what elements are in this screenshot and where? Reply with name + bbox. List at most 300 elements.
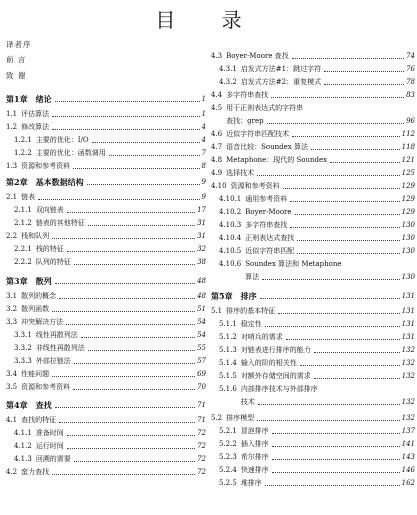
toc-leader: [295, 214, 400, 215]
toc-page-number: 130: [401, 234, 415, 242]
toc-leader: [67, 251, 195, 252]
toc-title: 对链表进行排序的能力: [240, 346, 311, 354]
toc-title: 正则表达式查找: [245, 234, 295, 242]
toc-title: 用于正则表达式的字符串: [226, 104, 304, 112]
toc-page-number: 31: [197, 219, 206, 227]
toc-title: 运行时间: [35, 442, 64, 450]
toc-leader: [330, 162, 400, 163]
toc-number: 5.1.4: [219, 359, 237, 367]
toc-entry: [6, 382, 206, 392]
toc-page-number: 9: [201, 178, 206, 186]
toc-number: 第3章: [6, 276, 28, 286]
toc-number: 3.5: [6, 383, 18, 391]
toc-title: 队列的特征: [35, 258, 71, 266]
toc-page-number: 125: [401, 169, 415, 177]
toc-number: 4.1.2: [14, 442, 32, 450]
toc-page-number: 162: [401, 479, 415, 487]
toc-entry: [6, 369, 206, 379]
toc-leader: [66, 324, 195, 325]
toc-page-number: 72: [197, 429, 206, 437]
toc-number: 3.1: [6, 292, 18, 300]
toc-entry: [6, 400, 206, 410]
toc-number: 第5章: [211, 291, 233, 301]
toc-page-number: 71: [197, 416, 206, 424]
toc-page-number: 130: [401, 247, 415, 255]
toc-page-number: 130: [401, 221, 415, 229]
toc-number: 5.2.5: [219, 479, 237, 487]
toc-title: 冒泡排序: [240, 427, 269, 435]
toc-title: 链表: [21, 193, 36, 201]
toc-leader: [67, 212, 195, 213]
toc-title: Metaphone：现代的 Soundex: [226, 156, 328, 164]
toc-title: 栈的特征: [35, 245, 64, 253]
toc-number: 4.3.2: [219, 78, 237, 86]
toc-page-number: 7: [201, 149, 206, 157]
toc-page-number: 72: [197, 442, 206, 450]
toc-leader: [74, 363, 195, 364]
toc-title: 多字符串查找: [245, 221, 288, 229]
toc-entry: [211, 371, 415, 381]
toc-title: 内部排序技术与外部排序: [240, 385, 318, 393]
toc-leader: [300, 365, 400, 366]
toc-entry: [211, 77, 415, 87]
toc-entry: [6, 55, 206, 65]
toc-number: 5.2.3: [219, 453, 237, 461]
toc-title: 外部拉链法: [35, 357, 71, 365]
toc-entry: [6, 467, 206, 477]
toc-leader: [297, 253, 399, 254]
toc-leader: [67, 435, 195, 436]
toc-number: 4.6: [211, 130, 223, 138]
toc-number: 3.3: [6, 318, 18, 326]
toc-leader: [290, 201, 399, 202]
toc-page-number: 131: [401, 320, 415, 328]
toc-leader: [260, 298, 400, 299]
toc-leader: [283, 188, 400, 189]
toc-page-number: 96: [406, 117, 415, 125]
toc-page-number: 31: [197, 232, 206, 240]
toc-entry: [211, 397, 415, 407]
toc-leader: [88, 225, 195, 226]
toc-number: 3.3.2: [14, 344, 32, 352]
toc-title: 启发式方法#2：重复模式: [240, 78, 322, 86]
toc-page-number: 132: [401, 346, 415, 354]
toc-entry: [211, 155, 415, 165]
toc-title: 排序模型: [226, 414, 255, 422]
toc-page-number: 48: [197, 292, 206, 300]
toc-leader: [272, 433, 400, 434]
toc-number: 4.3.1: [219, 65, 237, 73]
toc-number: 5.1.3: [219, 346, 237, 354]
toc-title: 栈和队列: [21, 232, 50, 240]
toc-title: 评估算法: [21, 110, 50, 118]
toc-title: 查找：grep: [226, 117, 264, 125]
toc-entry: [211, 194, 415, 204]
toc-page-number: 74: [406, 52, 415, 60]
toc-entry: [211, 220, 415, 230]
toc-page-number: 1: [201, 95, 206, 103]
toc-entry: [6, 122, 206, 132]
toc-title: 近似字符串匹配技术: [226, 130, 290, 138]
toc-leader: [290, 227, 399, 228]
toc-page-number: 71: [197, 401, 206, 409]
toc-entry: [6, 109, 206, 119]
toc-entry: [211, 478, 415, 488]
toc-leader: [55, 407, 196, 408]
toc-leader: [109, 155, 200, 156]
toc-number: 3.4: [6, 370, 18, 378]
toc-leader: [257, 420, 399, 421]
toc-number: 5.2.2: [219, 440, 237, 448]
toc-number: 4.2: [6, 468, 18, 476]
toc-title: 散列函数: [21, 305, 50, 313]
toc-entry: [211, 465, 415, 475]
toc-entry: [211, 413, 415, 423]
toc-number: 第2章: [6, 177, 28, 187]
toc-entry: [211, 358, 415, 368]
toc-number: 4.10.6: [219, 260, 242, 268]
toc-page-number: 129: [401, 195, 415, 203]
toc-title: 通用参考资料: [245, 195, 288, 203]
toc-leader: [73, 168, 199, 169]
toc-leader: [314, 378, 400, 379]
toc-title: 资源和参考资料: [21, 162, 71, 170]
toc-number: 致 谢: [6, 71, 27, 80]
toc-number: 1.2: [6, 123, 18, 131]
toc-leader: [272, 472, 400, 473]
toc-leader: [292, 58, 404, 59]
toc-page-number: 132: [401, 414, 415, 422]
toc-leader: [52, 129, 199, 130]
toc-page-number: 55: [197, 344, 206, 352]
toc-leader: [88, 350, 195, 351]
toc-page-number: 78: [406, 78, 415, 86]
toc-page-number: 72: [197, 455, 206, 463]
toc-leader: [272, 446, 400, 447]
toc-title: 算法: [245, 273, 260, 281]
toc-page-number: 4: [201, 136, 206, 144]
toc-number: 1.3: [6, 162, 18, 170]
toc-page-number: 4: [201, 123, 206, 131]
toc-number: 5.1.2: [219, 333, 237, 341]
toc-entry: [6, 257, 206, 267]
toc-title: 资源和参考资料: [21, 383, 71, 391]
toc-title: 多字符串查找: [226, 91, 269, 99]
toc-entry: [211, 181, 415, 191]
toc-entry: [6, 148, 206, 158]
toc-page-number: 69: [197, 370, 206, 378]
toc-title: 技术: [240, 398, 255, 406]
toc-title: 双向链表: [35, 206, 64, 214]
toc-leader: [52, 238, 195, 239]
toc-page-number: 112: [401, 130, 415, 138]
toc-leader: [265, 485, 400, 486]
toc-page-number: 51: [197, 305, 206, 313]
toc-title: 散列: [35, 276, 52, 286]
toc-title: 输入的阶的相关性: [240, 359, 297, 367]
toc-leader: [52, 311, 195, 312]
toc-leader: [73, 389, 195, 390]
toc-leader: [67, 448, 195, 449]
toc-number: 4.8: [211, 156, 223, 164]
toc-entry: [6, 317, 206, 327]
toc-number: 4.9: [211, 169, 223, 177]
toc-entry: [211, 116, 415, 126]
toc-title: 散列的概念: [21, 292, 57, 300]
toc-page-number: 8: [201, 162, 206, 170]
toc-number: 4.10.1: [219, 195, 242, 203]
toc-title: 查找: [35, 400, 52, 410]
toc-title: 排序的基本特征: [226, 307, 276, 315]
toc-title: 回溯的需要: [35, 455, 71, 463]
toc-title: 近似字符串匹配: [245, 247, 295, 255]
toc-title: 希尔排序: [240, 453, 269, 461]
toc-entry: [6, 291, 206, 301]
toc-leader: [271, 97, 404, 98]
toc-title: 插入排序: [240, 440, 269, 448]
toc-page-number: 32: [197, 245, 206, 253]
toc-number: 第1章: [6, 94, 28, 104]
toc-title: 启发式方法#1：跳过字符: [240, 65, 322, 73]
toc-leader: [314, 352, 400, 353]
toc-page-number: 129: [401, 208, 415, 216]
toc-page-number: 130: [401, 273, 415, 281]
toc-leader: [286, 339, 400, 340]
toc-page-number: 141: [401, 440, 415, 448]
toc-page-number: 9: [201, 193, 206, 201]
toc-number: 4.1: [6, 416, 18, 424]
toc-entry: [211, 90, 415, 100]
toc-entry: [6, 192, 206, 202]
toc-entry: [6, 135, 206, 145]
toc-title: 排序: [240, 291, 257, 301]
toc-number: 2.1.2: [14, 219, 32, 227]
toc-title: 主要的优化：I/O: [35, 136, 89, 144]
toc-number: 2.2.1: [14, 245, 32, 253]
toc-entry: [211, 168, 415, 178]
toc-title: 选择技术: [226, 169, 255, 177]
toc-title: 快速排序: [240, 466, 269, 474]
toc-leader: [59, 422, 195, 423]
toc-entry: [6, 454, 206, 464]
toc-title: 对哨兵的需求: [240, 333, 283, 341]
toc-entry: [6, 428, 206, 438]
toc-number: 4.10.2: [219, 208, 242, 216]
toc-number: 第4章: [6, 400, 28, 410]
toc-number: 3.3.3: [14, 357, 32, 365]
toc-leader: [278, 313, 399, 314]
toc-entry: [6, 304, 206, 314]
toc-entry: [6, 94, 206, 104]
toc-page-number: 72: [197, 468, 206, 476]
toc-number: 4.1.3: [14, 455, 32, 463]
toc-page-number: 146: [401, 466, 415, 474]
toc-entry: [6, 343, 206, 353]
toc-number: 4.5: [211, 104, 223, 112]
toc-number: 3.3.1: [14, 331, 32, 339]
toc-title: 修改算法: [21, 123, 50, 131]
toc-leader: [59, 298, 195, 299]
toc-page-number: 143: [401, 453, 415, 461]
toc-number: 4.10.4: [219, 234, 242, 242]
toc-entry: [211, 51, 415, 61]
toc-entry: [211, 384, 415, 394]
toc-leader: [52, 474, 195, 475]
toc-page-number: 131: [401, 333, 415, 341]
toc-title: 性能问题: [21, 370, 50, 378]
toc-page-number: 118: [401, 143, 415, 151]
toc-leader: [74, 461, 195, 462]
toc-entry: [211, 319, 415, 329]
toc-title: 稳定性: [240, 320, 262, 328]
toc-leader: [265, 326, 400, 327]
toc-entry: [6, 415, 206, 425]
toc-title: 查找的特征: [21, 416, 57, 424]
toc-title: 基本数据结构: [35, 177, 84, 187]
toc-page-number: 129: [401, 182, 415, 190]
toc-leader: [52, 376, 195, 377]
toc-number: 5.2.1: [219, 427, 237, 435]
toc-entry: [211, 233, 415, 243]
toc-entry: [211, 246, 415, 256]
toc-number: 5.1: [211, 307, 223, 315]
toc-entry: [6, 161, 206, 171]
toc-page-number: 76: [406, 65, 415, 73]
toc-leader: [262, 279, 399, 280]
toc-number: 4.10: [211, 182, 227, 190]
toc-title: 绪论: [35, 94, 52, 104]
toc-number: 译者序: [6, 40, 32, 49]
toc-page-number: 70: [197, 383, 206, 391]
toc-number: 5.2.4: [219, 466, 237, 474]
toc-number: 2.1.1: [14, 206, 32, 214]
toc-number: 4.3: [211, 52, 223, 60]
toc-number: 5.1.5: [219, 372, 237, 380]
toc-leader: [52, 116, 199, 117]
toc-entry: [211, 207, 415, 217]
toc-page-number: 83: [406, 91, 415, 99]
toc-number: 1.2.1: [14, 136, 32, 144]
toc-leader: [272, 459, 400, 460]
toc-number: 1.1: [6, 110, 18, 118]
toc-leader: [55, 101, 200, 102]
toc-leader: [55, 283, 196, 284]
toc-entry: [6, 330, 206, 340]
toc-entry: [6, 205, 206, 215]
toc-title: Boyer-Moore 查找: [226, 52, 289, 60]
toc-page-number: 48: [197, 277, 206, 285]
toc-title: 非线性再散列法: [35, 344, 85, 352]
toc-entry: [211, 426, 415, 436]
toc-entry: [6, 40, 206, 50]
toc-page-number: 137: [401, 427, 415, 435]
toc-entry: [6, 177, 206, 187]
toc-page-number: 132: [401, 359, 415, 367]
toc-title: 堆排序: [240, 479, 262, 487]
toc-page-number: 121: [401, 156, 415, 164]
toc-leader: [38, 199, 199, 200]
toc-title: 线性再散列法: [35, 331, 78, 339]
toc-number: 4.7: [211, 143, 223, 151]
toc-number: 4.10.3: [219, 221, 242, 229]
toc-leader: [324, 71, 404, 72]
toc-number: 4.10.5: [219, 247, 242, 255]
toc-page-number: 38: [197, 258, 206, 266]
toc-title: 对额外存储空间的需求: [240, 372, 311, 380]
toc-page-number: 54: [197, 331, 206, 339]
toc-entry: [211, 332, 415, 342]
toc-leader: [267, 123, 404, 124]
toc-entry: [6, 441, 206, 451]
toc-page-number: 57: [197, 357, 206, 365]
toc-page-number: 132: [401, 372, 415, 380]
toc-number: 2.1: [6, 193, 18, 201]
toc-entry: [6, 71, 206, 81]
toc-page-number: 1: [201, 110, 206, 118]
toc-title: 链表的其他特征: [35, 219, 85, 227]
toc-leader: [292, 136, 399, 137]
toc-number: 3.2: [6, 305, 18, 313]
toc-entry: [211, 291, 415, 301]
toc-number: 5.2: [211, 414, 223, 422]
toc-entry: [6, 231, 206, 241]
toc-leader: [257, 175, 399, 176]
toc-number: 4.1.1: [14, 429, 32, 437]
toc-entry: [6, 218, 206, 228]
toc-page-number: 132: [401, 398, 415, 406]
toc-title: 资源和参考资料: [230, 182, 280, 190]
toc-title: 冲突解决方法: [21, 318, 64, 326]
toc-title: Boyer-Moore: [245, 208, 292, 216]
toc-entry: [211, 64, 415, 74]
toc-number: 2.2: [6, 232, 18, 240]
toc-leader: [81, 337, 195, 338]
toc-entry: [6, 244, 206, 254]
toc-entry: [211, 272, 415, 282]
toc-leader: [324, 84, 404, 85]
toc-page-number: 131: [401, 292, 415, 300]
toc-leader: [311, 149, 400, 150]
toc-entry: [211, 129, 415, 139]
toc-page-number: 131: [401, 307, 415, 315]
toc-entry: [211, 103, 415, 113]
toc-title: 准备时间: [35, 429, 64, 437]
toc-entry: [6, 356, 206, 366]
toc-entry: [211, 259, 415, 269]
toc-entry: [211, 306, 415, 316]
toc-number: 前 言: [6, 55, 27, 64]
toc-page-number: 17: [197, 206, 206, 214]
toc-leader: [297, 240, 399, 241]
toc-page-number: 54: [197, 318, 206, 326]
toc-entry: [211, 439, 415, 449]
toc-leader: [258, 404, 400, 405]
toc-number: 2.2.2: [14, 258, 32, 266]
toc-entry: [6, 276, 206, 286]
toc-number: 4.4: [211, 91, 223, 99]
toc-number: 5.1.1: [219, 320, 237, 328]
toc-number: 1.2.2: [14, 149, 32, 157]
page-title: 目 录: [155, 8, 262, 32]
toc-entry: [211, 142, 415, 152]
toc-title: 语音比较：Soundex 算法: [226, 143, 308, 151]
toc-entry: [211, 345, 415, 355]
toc-leader: [74, 264, 195, 265]
toc-leader: [92, 142, 200, 143]
toc-leader: [87, 184, 200, 185]
toc-title: 蛮力查找: [21, 468, 50, 476]
toc-number: 5.1.6: [219, 385, 237, 393]
